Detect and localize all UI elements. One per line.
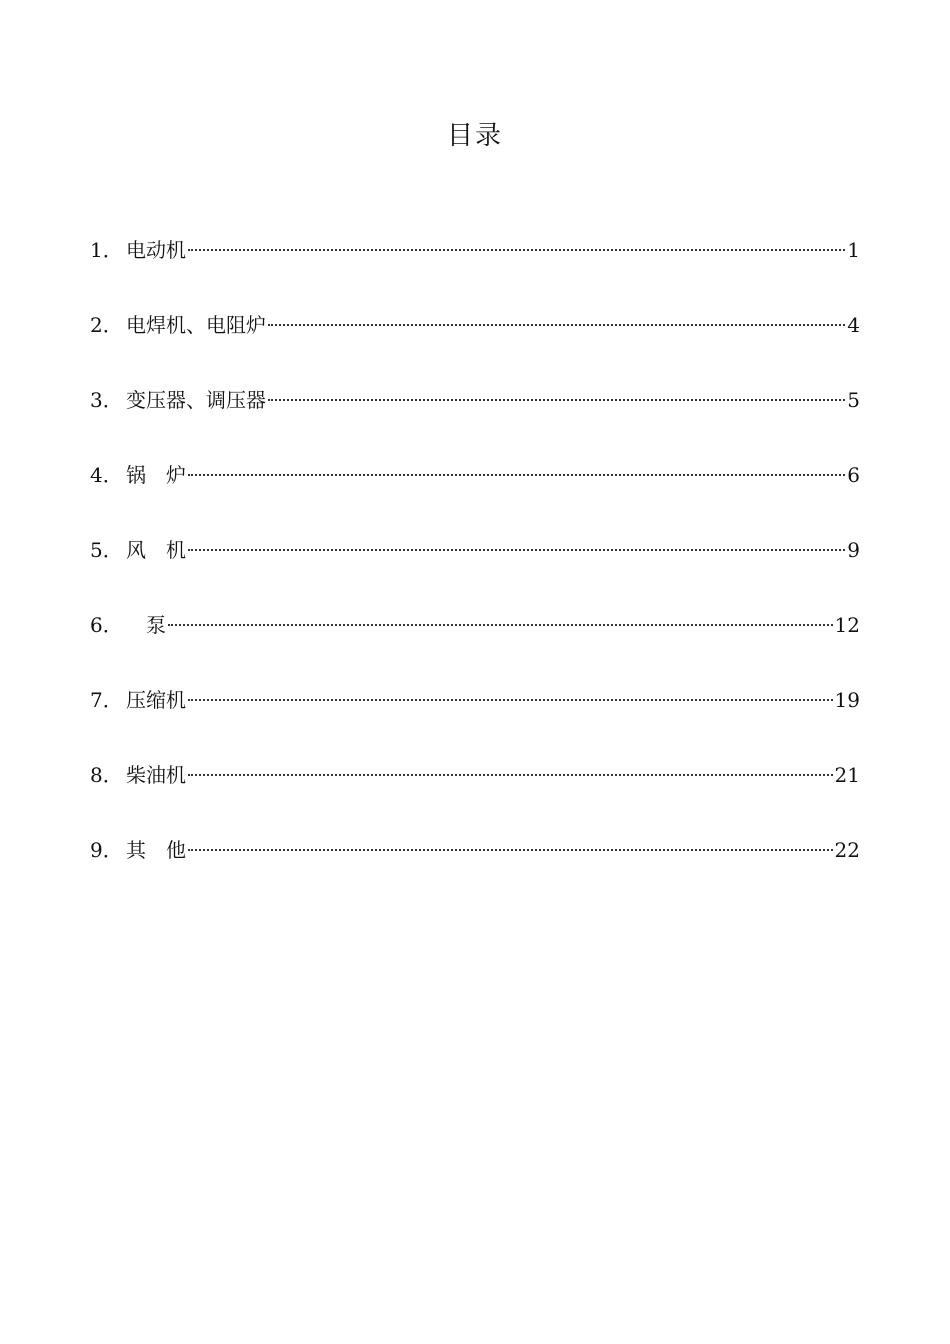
toc-dot-leader [188,699,833,701]
toc-entry-page: 22 [834,838,860,862]
toc-entry-page: 9 [847,538,860,562]
toc-entry-number: 1． [90,238,123,262]
toc-entry-label: 风 机 [126,538,186,562]
toc-entry-number: 3． [90,388,123,412]
toc-entry-page: 6 [847,463,860,487]
toc-entry [90,457,860,494]
toc-entry [90,607,860,644]
toc-dot-leader [188,249,845,251]
table-of-contents [90,232,860,907]
toc-entry [90,532,860,569]
toc-dot-leader [188,774,833,776]
toc-dot-leader [188,474,845,476]
toc-entry-number: 4． [90,463,123,487]
toc-dot-leader [188,849,833,851]
toc-entry-label: 压缩机 [126,688,186,712]
page-title: 目录 [446,121,503,151]
toc-entry-label: 泵 [126,613,166,637]
toc-entry-page: 12 [834,613,860,637]
toc-entry-label: 锅 炉 [126,463,186,487]
toc-dot-leader [168,624,833,626]
toc-entry-label: 柴油机 [126,763,186,787]
toc-entry-number: 7． [90,688,123,712]
toc-entry-number: 5． [90,538,123,562]
toc-entry [90,232,860,269]
toc-entry [90,307,860,344]
toc-entry-page: 21 [834,763,860,787]
toc-entry-label: 变压器、调压器 [126,388,266,412]
toc-entry-label: 其 他 [126,838,186,862]
toc-entry [90,757,860,794]
toc-entry-number: 2． [90,313,123,337]
toc-entry-page: 1 [847,238,860,262]
toc-entry-number: 6． [90,613,123,637]
toc-entry-label: 电焊机、电阻炉 [126,313,266,337]
toc-dot-leader [268,324,845,326]
toc-entry [90,682,860,719]
toc-dot-leader [188,549,845,551]
toc-entry [90,382,860,419]
toc-dot-leader [268,399,845,401]
toc-entry-page: 19 [834,688,860,712]
toc-entry-number: 8． [90,763,123,787]
toc-entry-label: 电动机 [126,238,186,262]
toc-entry-page: 4 [847,313,860,337]
toc-entry [90,832,860,869]
toc-entry-number: 9． [90,838,123,862]
toc-entry-page: 5 [847,388,860,412]
